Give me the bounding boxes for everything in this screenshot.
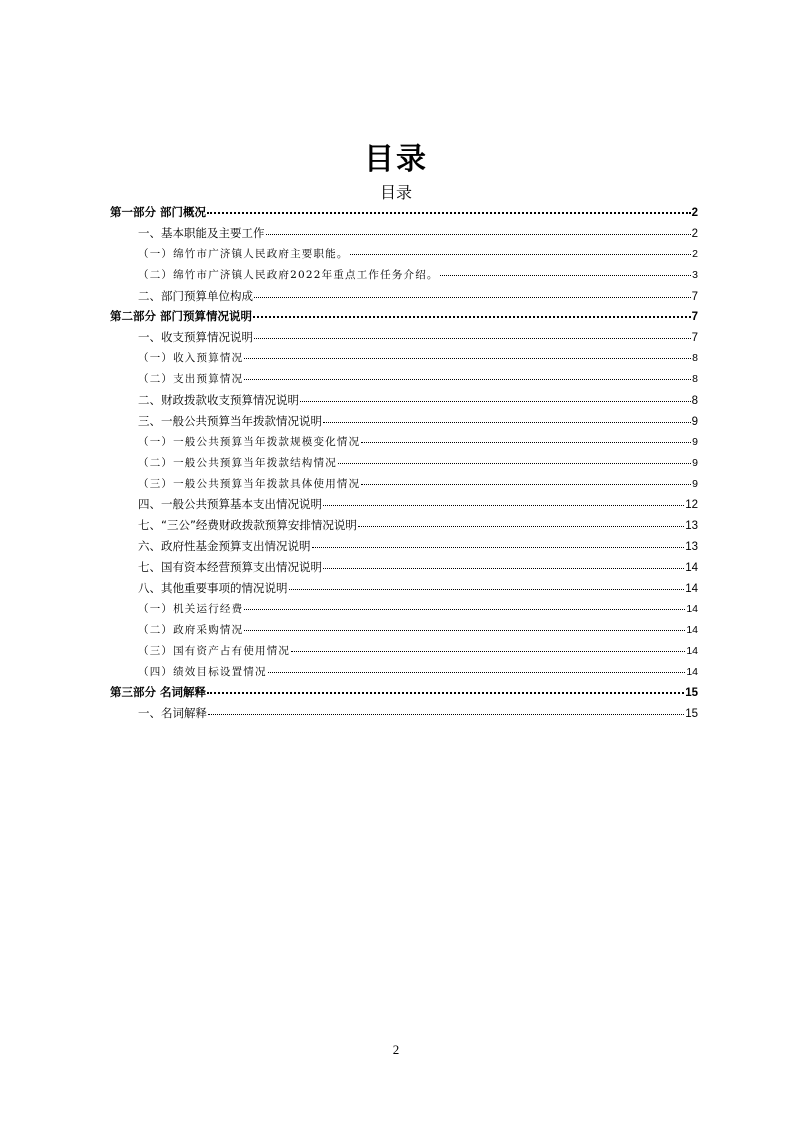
toc-entry[interactable] [110, 557, 698, 578]
toc-entry[interactable] [110, 494, 698, 515]
toc-leader-dots [291, 650, 685, 652]
toc-entry-page: 13 [685, 541, 698, 554]
toc-heading: 目录 [379, 183, 412, 202]
toc-entry-text: 八、其他重要事项的情况说明 [138, 581, 288, 596]
toc-entry[interactable] [110, 265, 698, 286]
toc-entry-page: 7 [691, 332, 698, 345]
toc-leader-dots [440, 274, 692, 276]
toc-entry-text: （二）政府采购情况 [138, 623, 244, 636]
toc-entry-page: 2 [691, 227, 698, 240]
toc-entry-text: 第三部分 名词解释 [110, 685, 207, 700]
toc-leader-dots [323, 421, 691, 423]
toc-entry-page: 14 [686, 602, 698, 615]
toc-entry-page: 14 [685, 583, 698, 596]
toc-entry-page: 2 [692, 247, 698, 260]
toc-leader-dots [244, 357, 691, 359]
toc-entry-text: （一）机关运行经费 [138, 602, 244, 615]
toc-leader-dots [312, 546, 685, 548]
toc-leader-dots [350, 253, 692, 255]
toc-entry-text: （一）一般公共预算当年拨款规模变化情况 [138, 435, 361, 448]
toc-leader-dots [268, 671, 686, 673]
toc-leader-dots [254, 296, 691, 298]
toc-entry-page: 2 [691, 207, 698, 219]
toc-entry-page: 15 [685, 708, 698, 721]
toc-entry[interactable] [110, 599, 698, 620]
toc-entry-text: 七、“三公”经费财政拨款预算安排情况说明 [138, 518, 357, 533]
toc-leader-dots [323, 504, 684, 506]
toc-leader-dots [208, 713, 684, 715]
toc-entry-page: 8 [692, 352, 698, 365]
toc-entry[interactable] [110, 244, 698, 265]
toc-leader-dots [207, 211, 691, 214]
toc-entry-page: 12 [685, 499, 698, 512]
toc-leader-dots [253, 315, 691, 318]
toc-leader-dots [358, 525, 684, 527]
toc-entry[interactable] [110, 474, 698, 495]
toc-entry[interactable] [110, 453, 698, 474]
toc-entry-page: 13 [685, 520, 698, 533]
toc-entry[interactable] [110, 515, 698, 536]
toc-entry-text: 二、财政拨款收支预算情况说明 [138, 393, 299, 408]
toc-entry-page: 7 [691, 311, 698, 324]
toc-entry-page: 14 [686, 623, 698, 636]
toc-entry[interactable] [110, 620, 698, 641]
table-of-contents [110, 202, 698, 724]
toc-leader-dots [289, 588, 685, 590]
toc-entry[interactable] [110, 662, 698, 683]
toc-leader-dots [300, 400, 691, 402]
toc-entry-page: 8 [692, 373, 698, 386]
toc-leader-dots [361, 441, 691, 443]
toc-leader-dots [338, 462, 691, 464]
toc-entry[interactable] [110, 641, 698, 662]
toc-entry[interactable] [110, 390, 698, 411]
toc-entry-page: 15 [685, 687, 698, 700]
toc-entry-page: 8 [691, 395, 698, 408]
toc-entry[interactable] [110, 578, 698, 599]
toc-leader-dots [254, 337, 691, 339]
page-title: 目录 [364, 142, 428, 177]
toc-entry-page: 3 [692, 268, 698, 281]
page-number: 2 [392, 1042, 400, 1057]
toc-entry-page: 9 [692, 477, 698, 490]
toc-entry[interactable] [110, 306, 698, 327]
toc-entry-text: （二）绵竹市广济镇人民政府2022年重点工作任务介绍。 [138, 268, 439, 281]
toc-entry[interactable] [110, 286, 698, 307]
toc-entry[interactable] [110, 369, 698, 390]
toc-entry-text: （四）绩效目标设置情况 [138, 665, 267, 678]
toc-entry[interactable] [110, 411, 698, 432]
toc-entry[interactable] [110, 223, 698, 244]
toc-entry-page: 14 [686, 665, 698, 678]
toc-entry-text: 第二部分 部门预算情况说明 [110, 309, 253, 324]
toc-entry[interactable] [110, 348, 698, 369]
toc-entry[interactable] [110, 536, 698, 557]
toc-entry-text: （一）绵竹市广济镇人民政府主要职能。 [138, 247, 349, 260]
toc-entry[interactable] [110, 202, 698, 223]
toc-entry[interactable] [110, 327, 698, 348]
toc-entry-text: 七、国有资本经营预算支出情况说明 [138, 560, 322, 575]
toc-entry[interactable] [110, 682, 698, 703]
toc-entry-text: （三）一般公共预算当年拨款具体使用情况 [138, 477, 361, 490]
toc-entry-text: 六、政府性基金预算支出情况说明 [138, 539, 311, 554]
toc-leader-dots [244, 608, 685, 610]
toc-leader-dots [207, 691, 684, 694]
toc-entry-page: 7 [691, 290, 698, 303]
toc-entry-text: 二、部门预算单位构成 [138, 288, 253, 303]
toc-entry-page: 9 [692, 435, 698, 448]
toc-entry[interactable] [110, 703, 698, 724]
toc-leader-dots [244, 378, 691, 380]
toc-entry-page: 9 [692, 456, 698, 469]
toc-leader-dots [266, 233, 691, 235]
toc-entry-text: 第一部分 部门概况 [110, 205, 207, 219]
toc-entry-text: 一、名词解释 [138, 706, 207, 721]
toc-entry-text: （二）一般公共预算当年拨款结构情况 [138, 456, 337, 469]
toc-entry[interactable] [110, 432, 698, 453]
toc-entry-page: 9 [691, 415, 698, 428]
toc-entry-text: 四、一般公共预算基本支出情况说明 [138, 497, 322, 512]
toc-entry-page: 14 [686, 644, 698, 657]
toc-entry-text: （三）国有资产占有使用情况 [138, 644, 291, 657]
toc-leader-dots [323, 567, 684, 569]
toc-entry-text: 一、基本职能及主要工作 [138, 225, 265, 240]
toc-entry-page: 14 [685, 562, 698, 575]
toc-entry-text: （二）支出预算情况 [138, 373, 244, 386]
toc-leader-dots [244, 629, 685, 631]
toc-entry-text: 三、一般公共预算当年拨款情况说明 [138, 413, 322, 428]
toc-entry-text: （一）收入预算情况 [138, 352, 244, 365]
toc-entry-text: 一、收支预算情况说明 [138, 330, 253, 345]
toc-leader-dots [361, 483, 691, 485]
